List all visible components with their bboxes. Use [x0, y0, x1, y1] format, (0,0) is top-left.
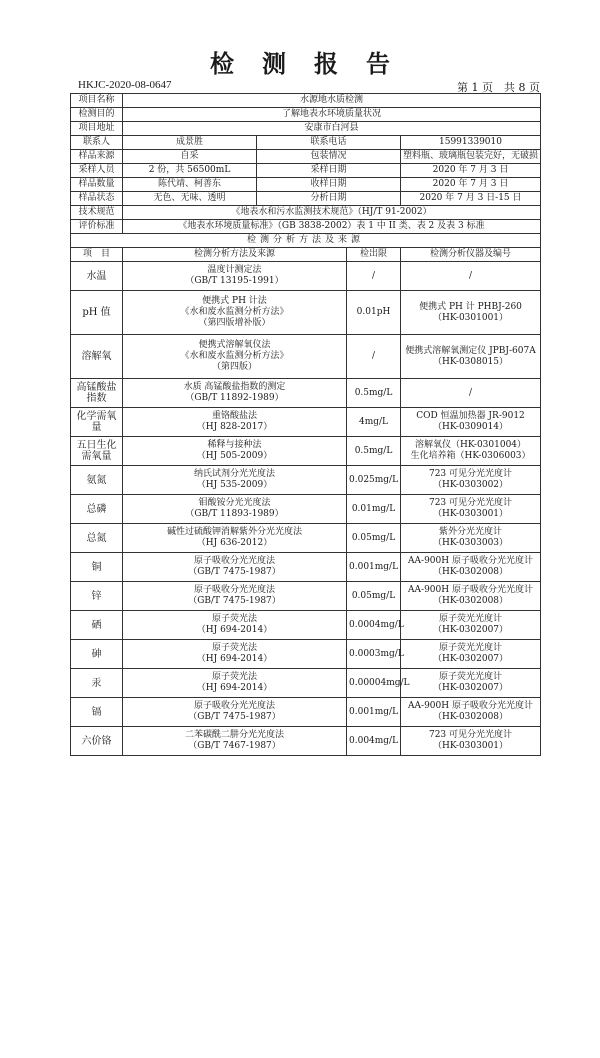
detection-limit: 0.01pH [347, 291, 401, 335]
method-row [71, 727, 541, 756]
detection-limit: 0.01mg/L [347, 495, 401, 524]
item-name: 锌 [71, 582, 123, 611]
method-line: 便携式 PH 计法 [202, 296, 267, 306]
method-line: （HJ 505-2009） [196, 451, 273, 461]
detection-limit: 0.0004mg/L [347, 611, 401, 640]
instrument-cell [401, 379, 541, 408]
phone: 15991339010 [401, 136, 541, 150]
method-cell [123, 640, 347, 669]
instrument-line: 原子荧光光度计 [439, 614, 503, 624]
analysis-date: 2020 年 7 月 3 日-15 日 [401, 192, 541, 206]
instrument-line: （HK-0303002） [432, 480, 509, 490]
info-label: 包装情况 [257, 150, 401, 164]
instrument-line: 原子荧光光度计 [439, 643, 503, 653]
item-name: 总氮 [71, 524, 123, 553]
instrument-line: 紫外分光光度计 [439, 527, 503, 537]
method-line: （HJ 694-2014） [196, 683, 273, 693]
evaluation-standard: 《地表水环境质量标准》（GB 3838-2002）表 1 中 II 类、表 2 及表 3 标准 [123, 220, 541, 234]
receive-date: 2020 年 7 月 3 日 [401, 178, 541, 192]
method-line: （GB/T 7475-1987） [188, 596, 281, 606]
instrument-cell [401, 437, 541, 466]
info-row [71, 94, 541, 108]
method-row [71, 611, 541, 640]
method-cell [123, 408, 347, 437]
instrument-line: （HK-0301001） [432, 312, 509, 323]
method-cell [123, 437, 347, 466]
method-line: 便携式溶解氧仪法 [198, 340, 271, 350]
item-name: 硒 [71, 611, 123, 640]
item-name: 汞 [71, 669, 123, 698]
method-line: （HJ 636-2012） [196, 538, 273, 548]
method-line: 原子吸收分光光度法 [193, 585, 275, 595]
method-cell [123, 379, 347, 408]
item-name: 五日生化 需氧量 [71, 437, 123, 466]
technical-spec: 《地表水和污水监测技术规范》（HJ/T 91-2002） [123, 206, 541, 220]
method-line: （GB/T 7475-1987） [188, 567, 281, 577]
instrument-line: 原子荧光光度计 [439, 672, 503, 682]
instrument-line: （HK-0302007） [432, 683, 509, 693]
report-number: HKJC-2020-08-0647 [78, 79, 172, 91]
method-row [71, 495, 541, 524]
item-name: pH 值 [71, 291, 123, 335]
info-label: 样品状态 [71, 192, 123, 206]
method-line: （HJ 828-2017） [196, 422, 273, 432]
method-line: 原子吸收分光光度法 [193, 556, 275, 566]
detection-limit: 0.001mg/L [347, 698, 401, 727]
method-line: （第四版增补版） [198, 318, 271, 328]
instrument-line: （HK-0302008） [432, 567, 509, 577]
instrument-line: AA-900H 原子吸收分光光度计 [408, 701, 533, 711]
method-line: 重铬酸盐法 [211, 411, 257, 421]
detection-limit: / [347, 335, 401, 379]
sampling-date: 2020 年 7 月 3 日 [401, 164, 541, 178]
instrument-line: AA-900H 原子吸收分光光度计 [408, 556, 533, 566]
instrument-cell [401, 553, 541, 582]
instrument-line: （HK-0302008） [432, 712, 509, 722]
item-name: 水温 [71, 262, 123, 291]
detection-limit: 0.05mg/L [347, 582, 401, 611]
method-cell [123, 698, 347, 727]
sample-status: 无色、无味、透明 [123, 192, 257, 206]
method-cell [123, 553, 347, 582]
info-label: 技术规范 [71, 206, 123, 220]
method-line: 温度计测定法 [207, 265, 262, 275]
method-line: （GB/T 11892-1989） [185, 393, 284, 403]
info-row [71, 192, 541, 206]
method-line: （HJ 535-2009） [196, 480, 273, 490]
method-row [71, 553, 541, 582]
instrument-cell [401, 291, 541, 335]
section-title-row [71, 234, 541, 248]
instrument-line: COD 恒温加热器 JR-9012 [416, 411, 525, 421]
method-line: 《水和废水监测分析方法》 [180, 307, 289, 317]
instrument-cell [401, 669, 541, 698]
instrument-line: 便携式 PH 计 PHBJ-260 [419, 301, 522, 312]
instrument-line: 723 可见分光光度计 [428, 498, 513, 508]
method-line: （GB/T 7475-1987） [188, 712, 281, 722]
instrument-cell [401, 640, 541, 669]
info-label: 收样日期 [257, 178, 401, 192]
column-header: 检测分析方法及来源 [123, 248, 347, 262]
instrument-line: （HK-0302007） [432, 625, 509, 635]
method-line: 稀释与接种法 [207, 440, 262, 450]
info-label: 联系人 [71, 136, 123, 150]
report-table [70, 93, 541, 756]
detection-limit: 0.004mg/L [347, 727, 401, 756]
method-row [71, 698, 541, 727]
instrument-line: 723 可见分光光度计 [428, 469, 513, 479]
method-line: 纳氏试剂分光光度法 [193, 469, 275, 479]
instrument-cell [401, 335, 541, 379]
page-title: 检测报告 [210, 49, 418, 78]
section-title: 检测分析方法及来源 [71, 234, 541, 248]
method-cell [123, 466, 347, 495]
instrument-line: （HK-0303003） [432, 538, 509, 548]
method-line: 原子吸收分光光度法 [193, 701, 275, 711]
purpose: 了解地表水环境质量状况 [123, 108, 541, 122]
instrument-line: （HK-0309014） [432, 422, 509, 432]
instrument-cell [401, 611, 541, 640]
method-row [71, 437, 541, 466]
packaging: 塑料瓶、玻璃瓶包装完好，无破损 [401, 150, 541, 164]
methods-header-row [71, 248, 541, 262]
instrument-line: / [468, 387, 473, 398]
contact: 成景胜 [123, 136, 257, 150]
info-label: 项目地址 [71, 122, 123, 136]
instrument-cell [401, 262, 541, 291]
instrument-line: （HK-0303001） [432, 741, 509, 751]
instrument-cell [401, 698, 541, 727]
item-name: 氨氮 [71, 466, 123, 495]
info-label: 评价标准 [71, 220, 123, 234]
method-cell [123, 727, 347, 756]
info-row [71, 122, 541, 136]
method-row [71, 669, 541, 698]
project-name: 水源地水质检测 [123, 94, 541, 108]
detection-limit: 0.5mg/L [347, 379, 401, 408]
method-row [71, 262, 541, 291]
method-line: （GB/T 13195-1991） [185, 276, 284, 286]
info-row [71, 136, 541, 150]
info-row [71, 206, 541, 220]
info-label: 检测目的 [71, 108, 123, 122]
detection-limit: 0.025mg/L [347, 466, 401, 495]
method-row [71, 408, 541, 437]
detection-limit: 4mg/L [347, 408, 401, 437]
info-row [71, 150, 541, 164]
instrument-line: AA-900H 原子吸收分光光度计 [408, 585, 533, 595]
item-name: 高锰酸盐指数 [71, 379, 123, 408]
info-label: 采样人员 [71, 164, 123, 178]
info-row [71, 108, 541, 122]
item-name: 化学需氧量 [71, 408, 123, 437]
info-label: 分析日期 [257, 192, 401, 206]
method-row [71, 291, 541, 335]
instrument-line: （HK-0308015） [432, 356, 509, 367]
instrument-line: 723 可见分光光度计 [428, 730, 513, 740]
method-row [71, 379, 541, 408]
instrument-cell [401, 495, 541, 524]
instrument-cell [401, 582, 541, 611]
method-row [71, 524, 541, 553]
instrument-cell [401, 466, 541, 495]
column-header: 检出限 [347, 248, 401, 262]
info-label: 样品来源 [71, 150, 123, 164]
instrument-cell [401, 408, 541, 437]
info-row [71, 220, 541, 234]
info-label: 项目名称 [71, 94, 123, 108]
method-line: 钼酸铵分光光度法 [198, 498, 271, 508]
item-name: 砷 [71, 640, 123, 669]
item-name: 铜 [71, 553, 123, 582]
method-line: 二苯碳酰二肼分光光度法 [184, 730, 284, 740]
source: 自采 [123, 150, 257, 164]
method-line: （HJ 694-2014） [196, 654, 273, 664]
page-indicator: 第 1 页 共 8 页 [457, 81, 540, 94]
method-row [71, 582, 541, 611]
instrument-line: （HK-0302008） [432, 596, 509, 606]
method-line: 碱性过硫酸钾消解紫外分光光度法 [166, 527, 302, 537]
detection-limit: / [347, 262, 401, 291]
column-header: 检测分析仪器及编号 [401, 248, 541, 262]
method-line: 原子荧光法 [211, 672, 257, 682]
info-label: 联系电话 [257, 136, 401, 150]
method-cell [123, 262, 347, 291]
instrument-cell [401, 727, 541, 756]
method-line: 原子荧光法 [211, 643, 257, 653]
instrument-line: 溶解氧仪（HK-0301004） [414, 440, 527, 450]
method-line: （HJ 694-2014） [196, 625, 273, 635]
method-cell [123, 524, 347, 553]
method-line: （第四版） [211, 362, 257, 372]
item-name: 六价铬 [71, 727, 123, 756]
instrument-cell [401, 524, 541, 553]
method-line: 原子荧光法 [211, 614, 257, 624]
info-row [71, 164, 541, 178]
detection-limit: 0.001mg/L [347, 553, 401, 582]
item-name: 溶解氧 [71, 335, 123, 379]
info-label: 采样日期 [257, 164, 401, 178]
info-label: 样品数量 [71, 178, 123, 192]
method-cell [123, 582, 347, 611]
instrument-line: （HK-0303001） [432, 509, 509, 519]
instrument-line: / [468, 270, 473, 281]
method-cell [123, 335, 347, 379]
detection-limit: 0.05mg/L [347, 524, 401, 553]
item-name: 总磷 [71, 495, 123, 524]
info-row [71, 178, 541, 192]
detection-limit: 0.5mg/L [347, 437, 401, 466]
method-line: 水质 高锰酸盐指数的测定 [183, 382, 286, 392]
instrument-line: 生化培养箱（HK-0306003） [410, 451, 531, 461]
method-cell [123, 611, 347, 640]
method-cell [123, 669, 347, 698]
method-row [71, 466, 541, 495]
method-line: （GB/T 7467-1987） [188, 741, 281, 751]
method-line: 《水和废水监测分析方法》 [180, 351, 289, 361]
method-row [71, 640, 541, 669]
sampler: 陈代靖、柯善东 [123, 178, 257, 192]
instrument-line: （HK-0302007） [432, 654, 509, 664]
detection-limit: 0.00004mg/L [347, 669, 401, 698]
sample-count: 2 份，共 56500mL [123, 164, 257, 178]
method-cell [123, 495, 347, 524]
detection-limit: 0.0003mg/L [347, 640, 401, 669]
method-cell [123, 291, 347, 335]
column-header: 项 目 [71, 248, 123, 262]
method-row [71, 335, 541, 379]
method-line: （GB/T 11893-1989） [185, 509, 284, 519]
address: 安康市白河县 [123, 122, 541, 136]
instrument-line: 便携式溶解氧测定仪 JPBJ-607A [405, 345, 536, 356]
item-name: 镉 [71, 698, 123, 727]
